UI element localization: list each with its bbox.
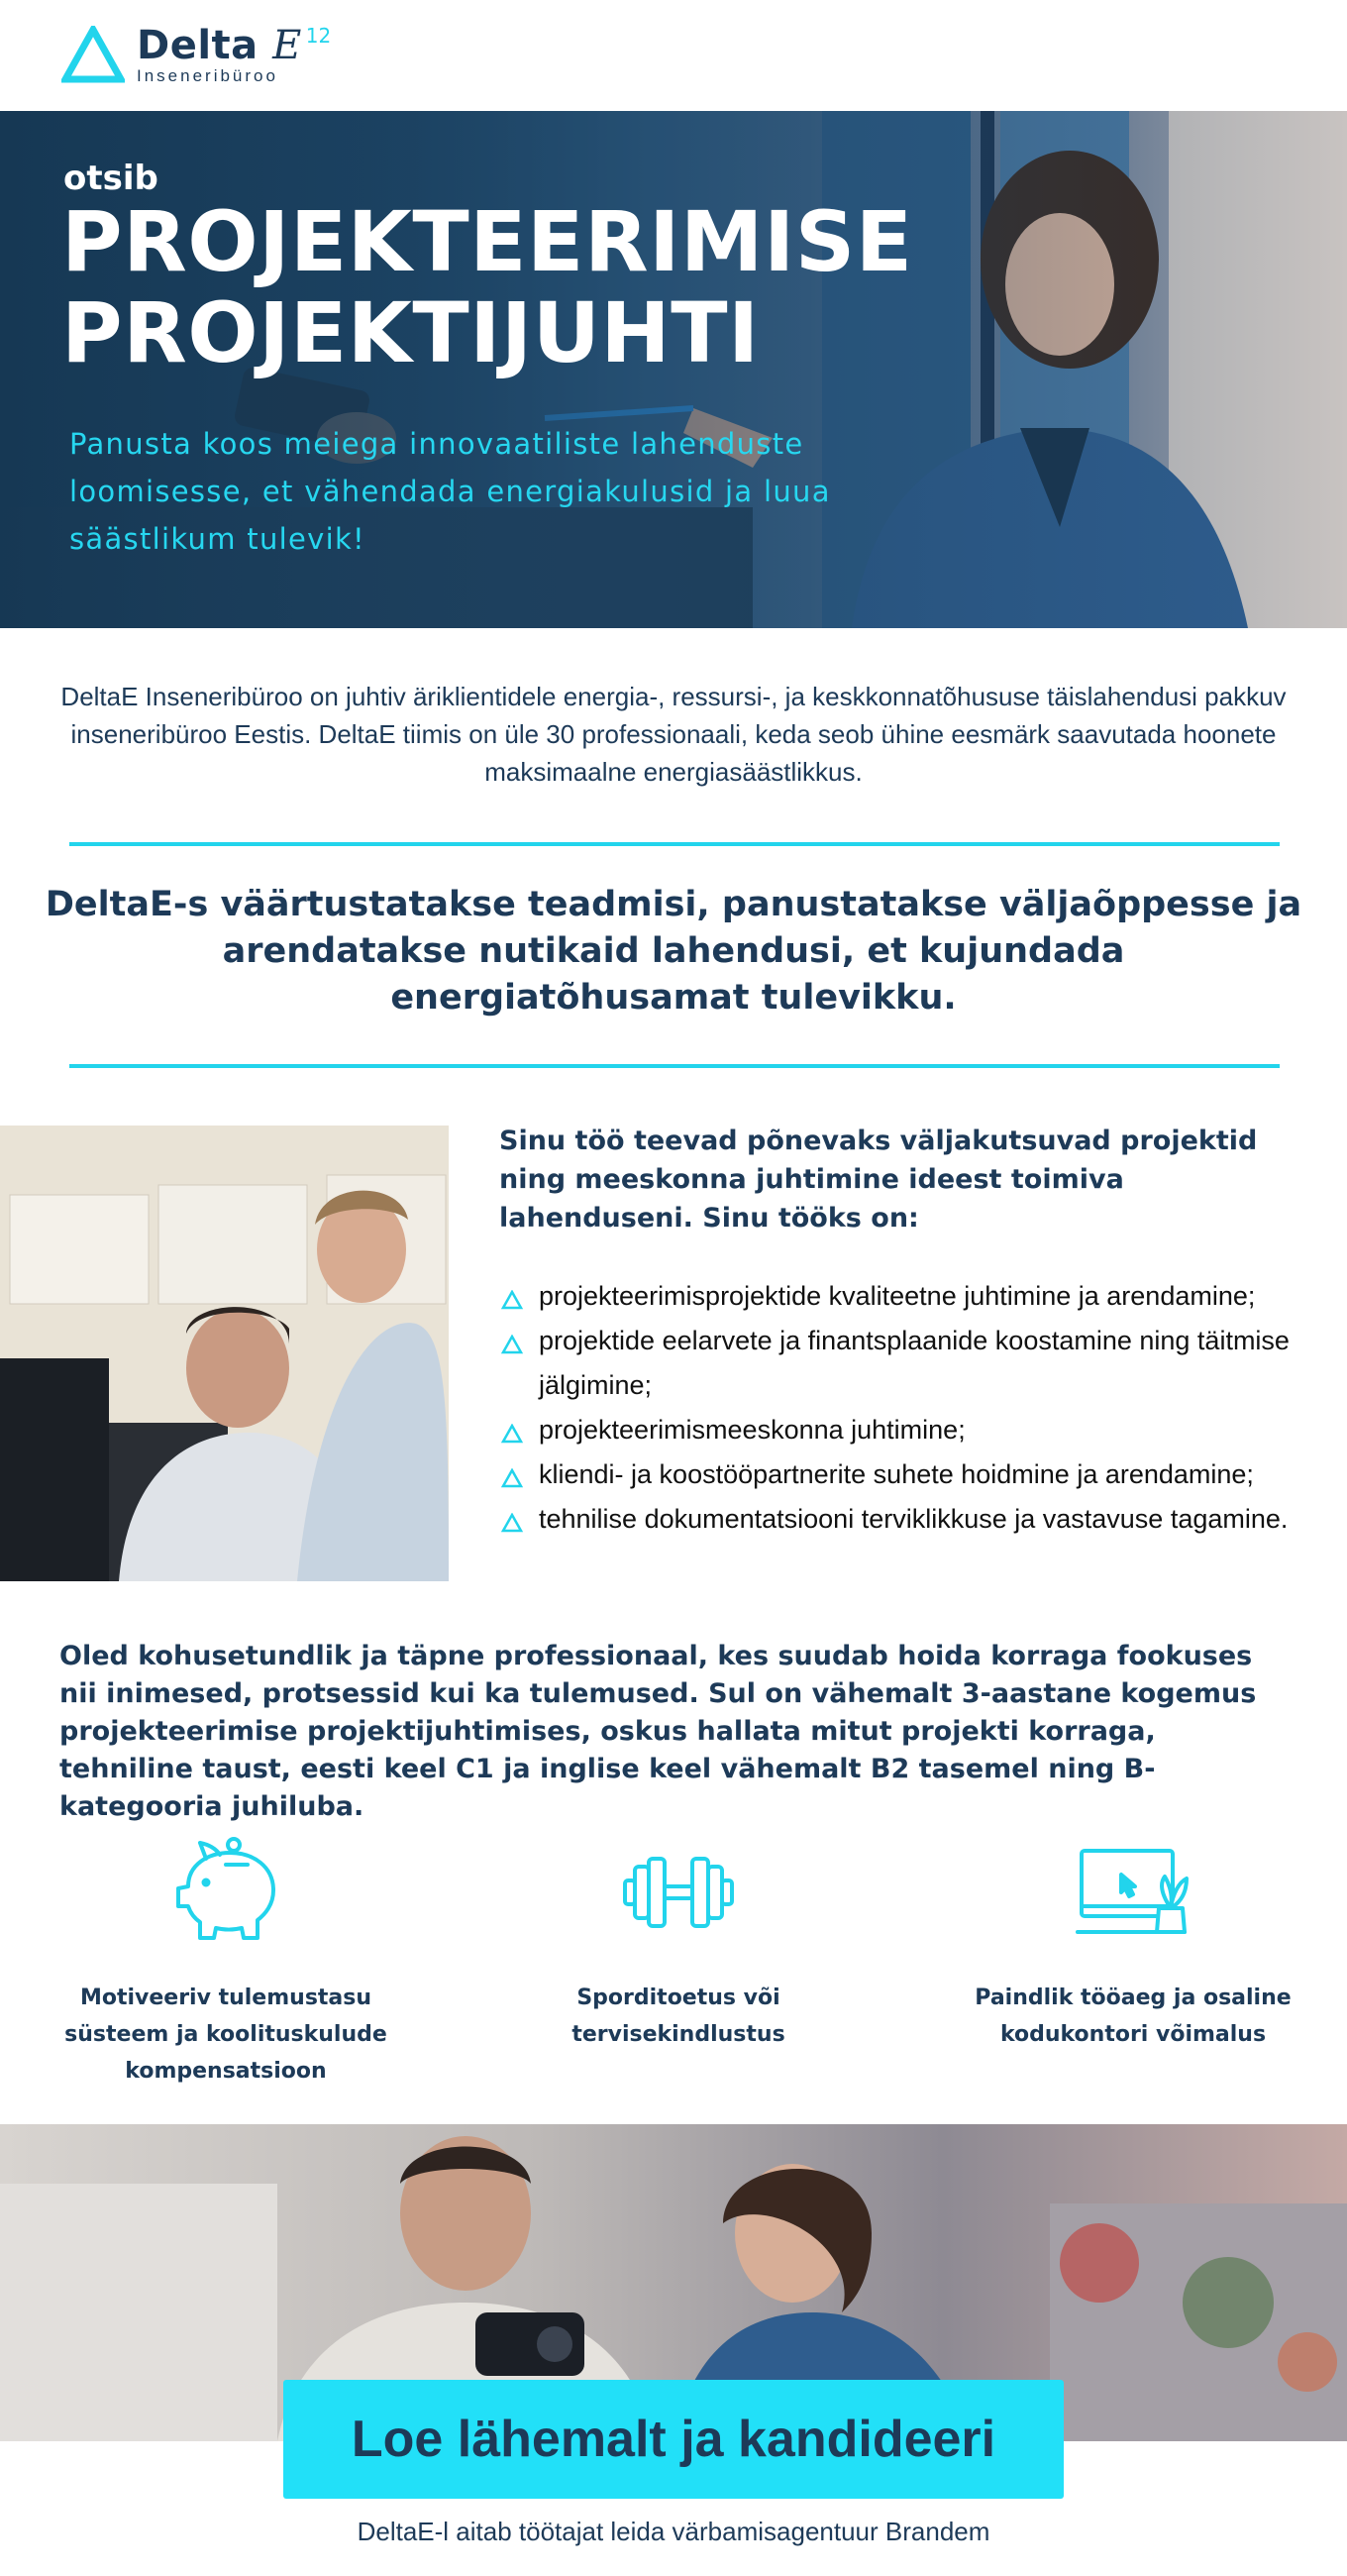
tasks-list <box>499 1274 1311 1542</box>
triangle-logo-icon <box>61 26 125 83</box>
list-item: projektide eelarvete ja finantsplaanide koostamine ning täitmise jälgimine; <box>499 1319 1311 1408</box>
triangle-bullet-icon <box>501 1513 523 1533</box>
office-team-photo <box>0 1126 449 1581</box>
hero-title: PROJEKTEERIMISE PROJEKTIJUHTI <box>61 193 913 381</box>
benefit-label: Sporditoetus või tervisekindlustus <box>571 1986 785 2047</box>
hero-subtitle: Panusta koos meiega innovaatiliste lahenduste loomisesse, et vähendada energiakulusid ja luua säästlikum tulevik! <box>69 427 831 556</box>
logo-superscript: 12 <box>305 24 332 48</box>
piggy-bank-icon <box>166 1835 285 1950</box>
benefit-label: Paindlik tööaeg ja osaline kodukontori võimalus <box>975 1986 1292 2047</box>
list-item: kliendi- ja koostööpartnerite suhete hoidmine ja arendamine; <box>499 1452 1311 1497</box>
candidate-profile: Oled kohusetundlik ja täpne professionaal, kes suudab hoida korraga fookuses nii inimesed, protsessid kui ka tulemused. Sul on vähemalt 3-aastane kogemus projekteerimise projektijuhtimises, oskus hallata mitut projekti korraga, tehniline taust, eesti keel C1 ja inglise keel vähemalt B2 tasemel ning B-kategooria juhiluba. <box>59 1641 1257 1822</box>
benefit-sport <box>510 1835 847 2053</box>
list-item: projekteerimisprojektide kvaliteetne juhtimine ja arendamine; <box>499 1274 1311 1319</box>
apply-button[interactable]: Loe lähemalt ja kandideeri <box>283 2380 1064 2499</box>
deltae-logo[interactable] <box>61 23 332 85</box>
header <box>0 0 1347 111</box>
logo-name: Delta E <box>137 23 302 68</box>
benefit-flexible <box>965 1835 1301 2053</box>
footer-note: DeltaE-l aitab töötajat leida värbamisagentuur Brandem <box>357 2517 990 2546</box>
benefit-bonus <box>57 1835 394 2090</box>
list-item: tehnilise dokumentatsiooni terviklikkuse ja vastavuse tagamine. <box>499 1497 1311 1542</box>
triangle-bullet-icon <box>501 1424 523 1444</box>
hero-banner <box>0 111 1347 628</box>
tasks-intro: Sinu töö teevad põnevaks väljakutsuvad projektid ning meeskonna juhtimine ideest toimiva lahenduseni. Sinu tööks on: <box>499 1126 1258 1234</box>
divider-bottom <box>69 1064 1280 1068</box>
list-item: projekteerimismeeskonna juhtimine; <box>499 1408 1311 1452</box>
logo-subtitle: Inseneribüroo <box>137 66 278 85</box>
divider-top <box>69 842 1280 846</box>
hero-kicker: otsib <box>63 159 158 198</box>
triangle-bullet-icon <box>501 1290 523 1310</box>
computer-plant-icon <box>1074 1835 1192 1950</box>
triangle-bullet-icon <box>501 1468 523 1488</box>
benefit-label: Motiveeriv tulemustasu süsteem ja koolituskulude kompensatsioon <box>64 1986 387 2084</box>
intro-paragraph: DeltaE Inseneribüroo on juhtiv äriklientidele energia-, ressursi-, ja keskkonnatõhususe täislahendusi pakkuv inseneribüroo Eestis. DeltaE tiimis on üle 30 professionaali, keda seob ühine eesmärk saavutada hoonete maksimaalne energiasäästlikkus. <box>60 682 1287 787</box>
triangle-bullet-icon <box>501 1335 523 1354</box>
values-statement: DeltaE-s väärtustatakse teadmisi, panustatakse väljaõppesse ja arendatakse nutikaid lahendusi, et kujundada energiatõhusamat tulevikku. <box>45 885 1302 1018</box>
dumbbell-icon <box>619 1835 738 1950</box>
